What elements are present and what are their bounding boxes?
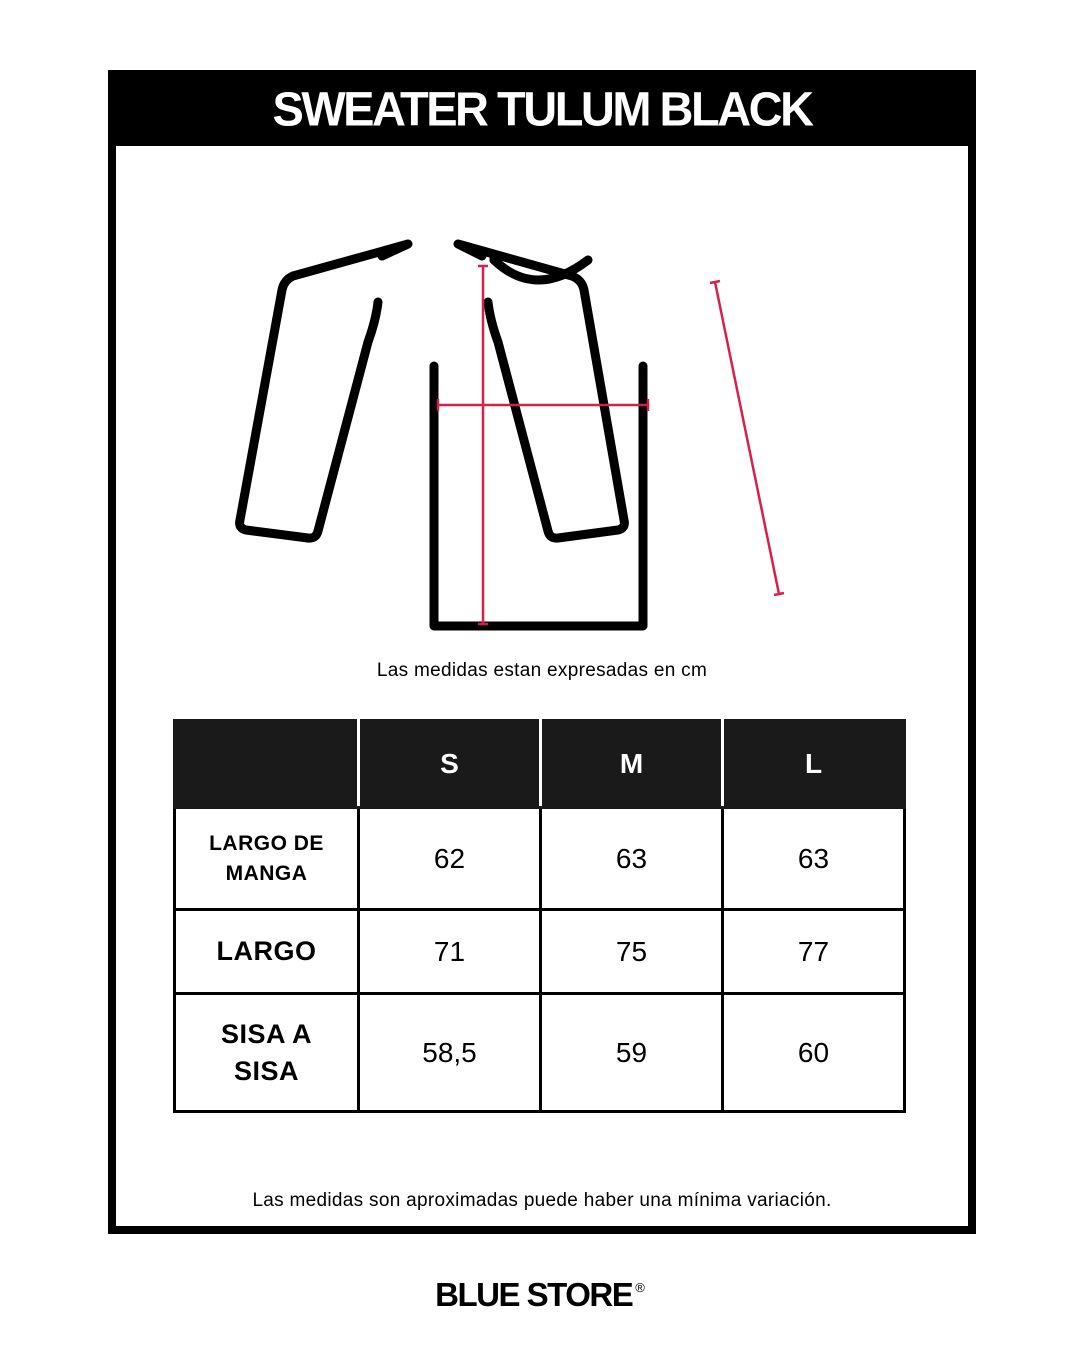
- table-row: [175, 808, 905, 910]
- table-cell: 77: [723, 910, 905, 994]
- size-table: [173, 719, 906, 1113]
- brand-logo: [0, 1276, 1080, 1314]
- table-header-cell: L: [723, 721, 905, 808]
- table-header-cell: S: [359, 721, 541, 808]
- table-cell: 71: [359, 910, 541, 994]
- table-cell: 75: [541, 910, 723, 994]
- table-header-cell: [175, 721, 359, 808]
- table-cell: 63: [723, 808, 905, 910]
- row-label: LARGO DE MANGA: [175, 808, 359, 910]
- table-cell: 59: [541, 994, 723, 1112]
- registered-mark: ®: [635, 1280, 645, 1295]
- units-note: Las medidas estan expresadas en cm: [376, 660, 708, 681]
- brand-name: BLUE STORE: [435, 1276, 633, 1313]
- size-chart-card: [108, 70, 976, 1234]
- row-label: LARGO: [175, 910, 359, 994]
- row-label: SISA A SISA: [175, 994, 359, 1112]
- table-cell: 62: [359, 808, 541, 910]
- table-header-cell: M: [541, 721, 723, 808]
- table-cell: 60: [723, 994, 905, 1112]
- table-cell: 58,5: [359, 994, 541, 1112]
- page-title: SWEATER TULUM BLACK: [272, 80, 812, 136]
- table-cell: 63: [541, 808, 723, 910]
- sweater-diagram-icon: [116, 70, 968, 650]
- table-row: [175, 910, 905, 994]
- table-row: [175, 994, 905, 1112]
- disclaimer: Las medidas son aproximadas puede haber una mínima variación.: [252, 1190, 832, 1211]
- table-header-row: [175, 721, 905, 808]
